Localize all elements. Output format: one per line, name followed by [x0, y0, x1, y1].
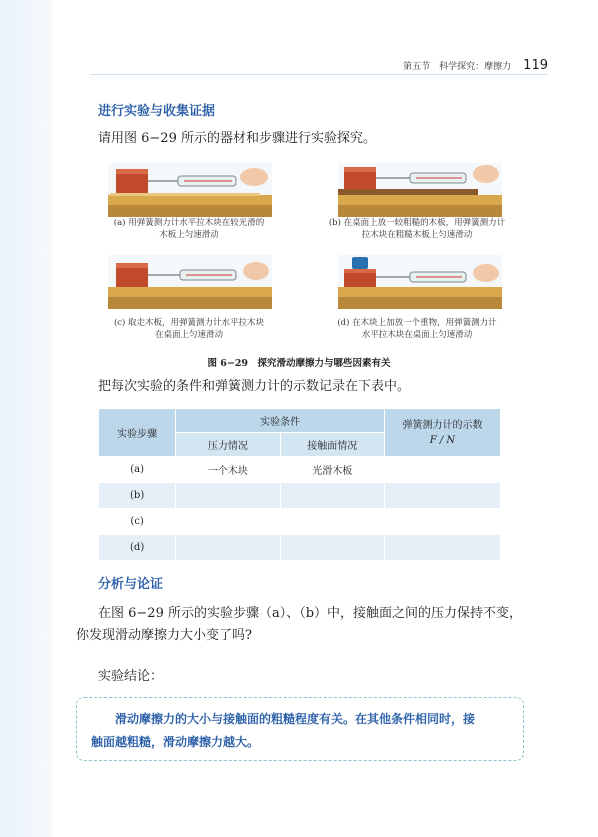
row-reading — [384, 457, 500, 483]
section-name: 第五节 科学探究：摩擦力 — [403, 62, 512, 72]
figure-c-image — [108, 255, 272, 309]
running-head — [403, 58, 548, 73]
header-pressure: 压力情况 — [176, 433, 280, 457]
row-step: (c) — [99, 509, 176, 535]
section-title-analysis: 分析与论证 — [98, 577, 164, 592]
figure-d-caption-line1: (d) 在木块上加放一个重物，用弹簧测力计 — [337, 318, 497, 328]
row-surface: 光滑木板 — [280, 457, 384, 483]
row-reading — [384, 483, 500, 509]
row-reading — [384, 535, 500, 561]
analysis-line1: 在图 6−29 所示的实验步骤（a）、（b）中，接触面之间的压力保持不变， — [98, 606, 523, 621]
page-margin-band — [0, 0, 52, 837]
header-rule — [90, 74, 548, 75]
header-reading — [384, 409, 500, 457]
row-pressure: 一个木块 — [176, 457, 280, 483]
figure-c-caption — [86, 317, 292, 341]
conclusion-line2: 触面越粗糙，滑动摩擦力越大。 — [91, 735, 260, 749]
row-step: (d) — [99, 535, 176, 561]
figure-a-caption-line2: 木板上匀速滑动 — [159, 230, 219, 240]
conclusion-box — [76, 697, 524, 761]
figure-a-image — [108, 163, 272, 217]
figure-a-caption — [86, 217, 292, 241]
row-step: (a) — [99, 457, 176, 483]
header-condition: 实验条件 — [176, 409, 385, 433]
figure-b-image — [338, 163, 502, 217]
figure-b-caption-line2: 拉木块在粗糙木板上匀速滑动 — [361, 230, 473, 240]
section-title-collect: 进行实验与收集证据 — [98, 104, 216, 119]
figure-d-caption — [312, 317, 522, 341]
header-surface: 接触面情况 — [280, 433, 384, 457]
header-step: 实验步骤 — [99, 409, 176, 457]
row-surface — [280, 535, 384, 561]
row-pressure — [176, 483, 280, 509]
figure-c-caption-line1: (c) 取走木板，用弹簧测力计水平拉木块 — [113, 318, 265, 328]
figure-c-caption-line2: 在桌面上匀速滑动 — [154, 330, 223, 340]
figure-b-caption-line1: (b) 在桌面上放一较粗糙的木板，用弹簧测力计 — [328, 218, 506, 228]
table-row — [99, 535, 501, 561]
table-row — [99, 483, 501, 509]
conclusion-line1: 滑动摩擦力的大小与接触面的粗糙程度有关。在其他条件相同时，接 — [115, 712, 476, 726]
figure-a-caption-line1: (a) 用弹簧测力计水平拉木块在较光滑的 — [113, 218, 265, 228]
row-pressure — [176, 535, 280, 561]
row-step: (b) — [99, 483, 176, 509]
header-reading-unit: F / N — [429, 434, 456, 446]
figure-d-image — [338, 255, 502, 309]
row-pressure — [176, 509, 280, 535]
results-table — [98, 408, 501, 561]
row-surface — [280, 483, 384, 509]
record-instruction: 把每次实验的条件和弹簧测力计的示数记录在下表中。 — [98, 379, 411, 394]
analysis-line2: 你发现滑动摩擦力大小变了吗? — [76, 628, 252, 643]
row-surface — [280, 509, 384, 535]
conclusion-label: 实验结论： — [98, 669, 164, 684]
figure-b-caption — [312, 217, 522, 241]
table-row — [99, 457, 501, 483]
figure-d-caption-line2: 水平拉木块在桌面上匀速滑动 — [361, 330, 473, 340]
row-reading — [384, 509, 500, 535]
instruction-text: 请用图 6−29 所示的器材和步骤进行实验探究。 — [98, 131, 376, 146]
figure-title: 图 6−29 探究滑动摩擦力与哪些因素有关 — [207, 358, 391, 369]
table-row — [99, 509, 501, 535]
header-reading-label: 弹簧测力计的示数 — [402, 419, 483, 431]
page-number: 119 — [523, 58, 548, 73]
